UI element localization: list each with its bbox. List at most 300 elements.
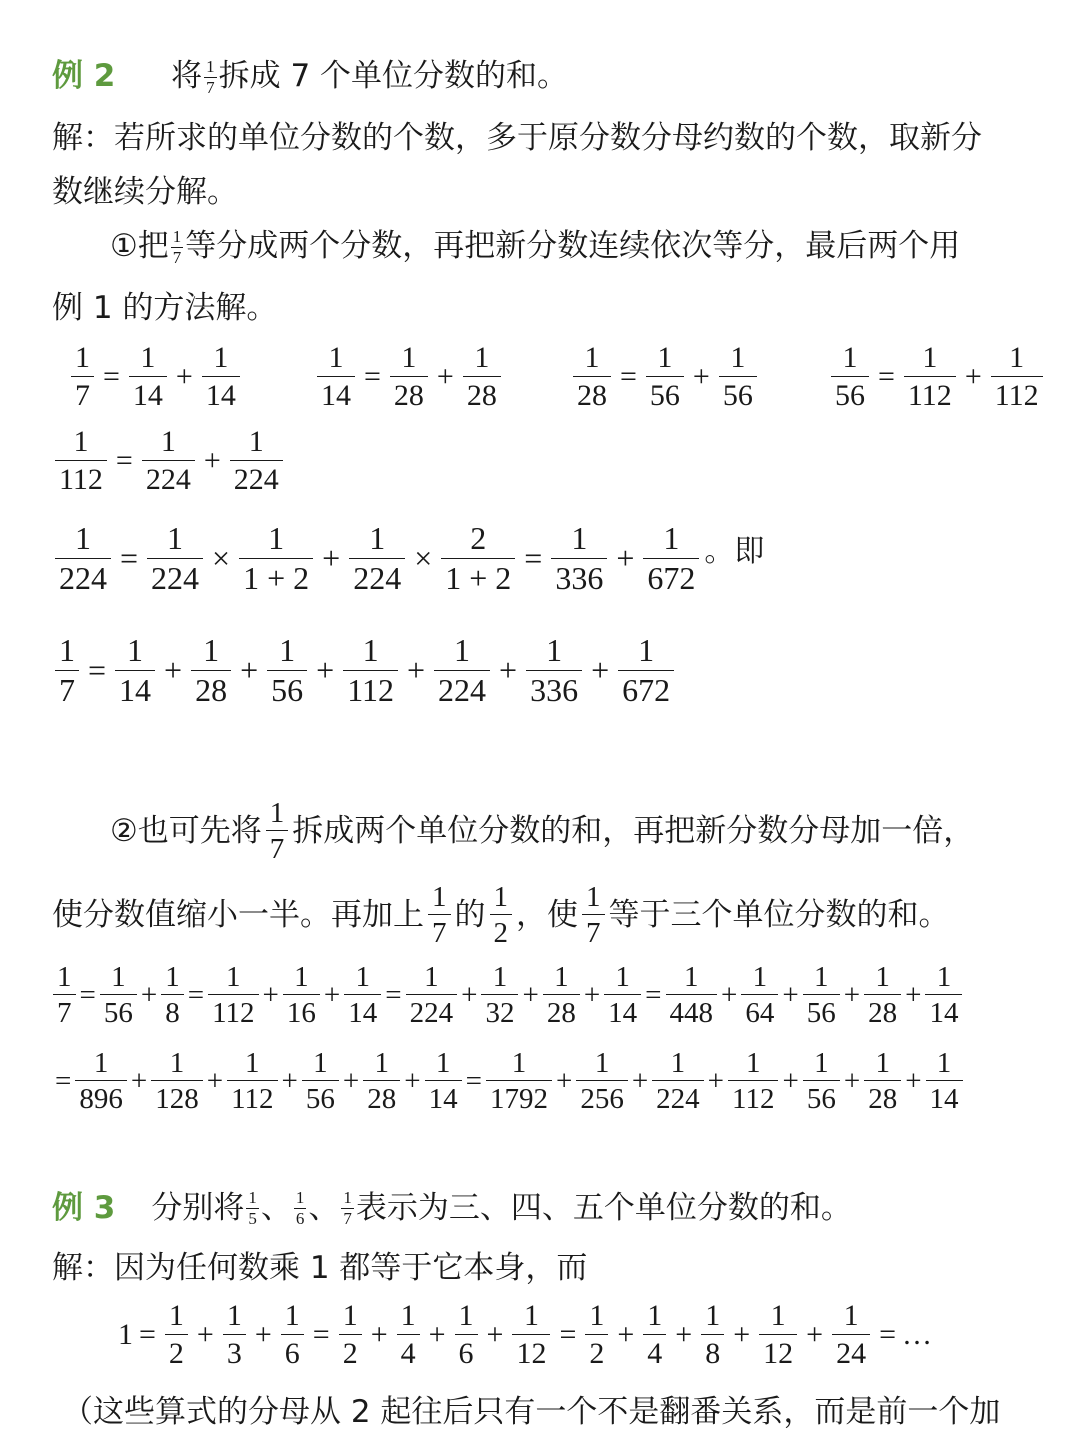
fraction [618, 634, 674, 707]
operator: + [486, 1317, 504, 1351]
equation-5 [52, 426, 286, 495]
operator: = [120, 540, 139, 577]
fraction [926, 1048, 963, 1115]
denominator: 56 [719, 376, 757, 412]
operator: + [196, 1317, 214, 1351]
fraction [925, 962, 962, 1029]
operator: + [281, 1064, 298, 1097]
numerator: 1 [454, 632, 471, 668]
fraction [406, 962, 458, 1029]
denominator: 14 [926, 1080, 963, 1114]
text: 、 [260, 1190, 292, 1226]
fraction: $\frac{1}{2}$ [490, 882, 513, 949]
denominator: 14 [317, 376, 355, 412]
denominator: 28 [463, 376, 501, 412]
numerator: 1 [268, 520, 285, 556]
numerator: 1 [167, 520, 184, 556]
numerator: 1 [511, 1047, 527, 1079]
fraction [75, 1048, 127, 1115]
numerator: 1 [922, 341, 938, 374]
denominator: 896 [75, 1080, 127, 1114]
numerator: 1 [936, 961, 952, 993]
fraction [349, 522, 405, 595]
fraction [481, 962, 518, 1029]
numerator: 1 [638, 632, 655, 668]
denominator: 112 [343, 670, 398, 708]
numerator: 1 [657, 341, 673, 374]
fraction [512, 1300, 550, 1369]
fraction [803, 1048, 840, 1115]
fraction [317, 342, 355, 411]
fraction [573, 342, 611, 411]
fraction [652, 1048, 704, 1115]
denominator: 448 [666, 994, 718, 1028]
denominator: 32 [481, 994, 518, 1028]
denominator: 112 [55, 460, 107, 496]
denominator: 56 [100, 994, 137, 1028]
solution-line-1: 解：若所求的单位分数的个数，多于原分数分母约数的个数，取新分 [52, 120, 982, 156]
numerator: 1 [424, 961, 439, 993]
numerator: 1 [594, 1047, 610, 1079]
operator: = [879, 1317, 896, 1351]
denominator: 28 [191, 670, 231, 708]
numerator: 1 [140, 341, 156, 374]
denominator: 16 [283, 994, 320, 1028]
denominator: 224 [55, 558, 111, 596]
fraction: $\frac{1}{7}$ [343, 1187, 352, 1228]
fraction [239, 522, 313, 595]
fraction [191, 634, 231, 707]
method-1-line [110, 224, 1080, 268]
numerator: 1 [75, 341, 90, 374]
operator: = [139, 1317, 156, 1351]
numerator: 1 [523, 1299, 539, 1332]
denominator: 1792 [486, 1080, 552, 1114]
numerator: 1 [730, 341, 746, 374]
equation-1 [68, 342, 243, 411]
operator: + [130, 1064, 148, 1097]
fraction [741, 962, 778, 1029]
numerator: 1 [435, 1047, 451, 1079]
operator: + [964, 359, 982, 393]
denominator: 14 [202, 376, 240, 412]
denominator: 28 [864, 994, 901, 1028]
equation-3 [570, 342, 760, 411]
example-2-q-pre: 将 [171, 58, 203, 94]
denominator: 224 [652, 1080, 704, 1114]
operator: + [140, 978, 158, 1011]
fraction [719, 342, 757, 411]
numerator: 1 [168, 1299, 184, 1332]
denominator: 14 [115, 670, 155, 708]
fraction [463, 342, 501, 411]
text: 的 [454, 897, 486, 934]
denominator: 336 [526, 670, 582, 708]
eq-row-1d [828, 342, 1080, 411]
numerator: 1 [355, 961, 370, 993]
denominator: 336 [551, 558, 607, 596]
denominator: 6 [281, 1334, 304, 1370]
numerator: 1 [584, 341, 600, 374]
fraction [864, 962, 901, 1029]
denominator: 4 [643, 1334, 666, 1370]
fraction [434, 634, 490, 707]
operator: + [555, 1064, 573, 1097]
numerator: 1 [746, 1047, 761, 1079]
numerator: 1 [842, 341, 858, 374]
fraction [441, 522, 515, 595]
operator: = [88, 652, 107, 689]
denominator: 28 [543, 994, 580, 1028]
method-2-line [110, 798, 1080, 865]
eq-row-2 [52, 426, 1080, 495]
denominator: 56 [267, 670, 307, 708]
operator: = [312, 1317, 330, 1351]
fraction [701, 1300, 724, 1369]
operator: + [721, 978, 738, 1011]
operator: + [262, 978, 279, 1011]
fraction [129, 342, 167, 411]
operator: + [404, 1064, 421, 1097]
denominator: 56 [803, 1080, 840, 1114]
fraction [526, 634, 582, 707]
denominator: 2 [585, 1334, 608, 1370]
numerator: 1 [571, 520, 588, 556]
denominator: 7 [71, 376, 94, 412]
equation-8 [52, 962, 963, 1029]
numerator: 1 [554, 961, 569, 993]
operator: + [707, 1064, 725, 1097]
fraction [223, 1300, 246, 1369]
fraction [864, 1048, 901, 1115]
numerator: 1 [362, 632, 379, 668]
text: ，使 [516, 897, 578, 934]
denominator: 8 [161, 994, 184, 1028]
fraction [904, 342, 956, 411]
text: 分别将 [151, 1190, 245, 1226]
numerator: 1 [245, 1047, 260, 1079]
denominator: 14 [344, 994, 381, 1028]
operator: + [436, 359, 454, 393]
fraction [486, 1048, 552, 1115]
operator: = [559, 1317, 577, 1351]
denominator: 224 [142, 460, 195, 496]
fraction [991, 342, 1043, 411]
fraction [71, 342, 94, 411]
denominator: 112 [227, 1080, 277, 1114]
operator: + [175, 359, 193, 393]
fraction: $\frac{1}{7}$ [266, 798, 289, 865]
denominator: 224 [147, 558, 203, 596]
operator: = [187, 978, 205, 1011]
fraction [397, 1300, 420, 1369]
operator: = [620, 359, 637, 393]
fraction [646, 342, 684, 411]
example-3-line [52, 1186, 1080, 1230]
equation-2 [314, 342, 504, 411]
example-2-label: 例 2 [52, 58, 116, 94]
denominator: 28 [390, 376, 428, 412]
operator: = [103, 359, 120, 393]
operator: = [364, 359, 381, 393]
operator: + [522, 978, 539, 1011]
numerator: 1 [313, 1047, 328, 1079]
fraction [551, 522, 607, 595]
numerator: 1 [59, 632, 75, 668]
numerator: 1 [684, 961, 699, 993]
fraction [283, 962, 320, 1029]
denominator: 128 [151, 1080, 203, 1114]
text: 、 [308, 1190, 340, 1226]
denominator: 1 + 2 [441, 558, 515, 596]
operator: = [524, 540, 543, 577]
solution-3-line-1: 解：因为任何数乘 1 都等于它本身，而 [52, 1250, 588, 1286]
operator: + [461, 978, 478, 1011]
denominator: 14 [604, 994, 641, 1028]
numerator: 1 [75, 520, 91, 556]
fraction [576, 1048, 628, 1115]
denominator: 224 [406, 994, 458, 1028]
denominator: 28 [363, 1080, 400, 1114]
fraction [604, 962, 641, 1029]
operator: = [385, 978, 402, 1011]
denominator: 28 [573, 376, 611, 412]
operator: = [55, 1064, 72, 1097]
fraction [831, 342, 869, 411]
math-text: … [901, 1317, 932, 1351]
fraction [302, 1048, 339, 1115]
numerator: 1 [814, 961, 829, 993]
numerator: 1 [93, 1047, 109, 1079]
numerator: 1 [752, 961, 768, 993]
numerator: 1 [615, 961, 630, 993]
numerator: 1 [226, 1299, 242, 1332]
fraction [363, 1048, 400, 1115]
operator: = [465, 1064, 482, 1097]
numerator: 1 [401, 341, 417, 374]
numerator: 1 [663, 520, 680, 556]
numerator: 1 [111, 961, 126, 993]
method-1-line-2: 例 1 的方法解。 [52, 290, 278, 326]
operator: + [499, 652, 518, 689]
denominator: 3 [223, 1334, 246, 1370]
operator: + [782, 978, 799, 1011]
eq-row-3 [52, 522, 1080, 595]
numerator: 1 [647, 1299, 663, 1332]
example-3-label: 例 3 [52, 1190, 116, 1226]
denominator: 672 [618, 670, 674, 708]
math-text: 1 [118, 1317, 133, 1351]
fraction [267, 634, 307, 707]
fraction [390, 342, 428, 411]
operator: + [905, 1064, 922, 1097]
numerator: 1 [670, 1047, 686, 1079]
operator: + [905, 978, 922, 1011]
operator: + [322, 540, 341, 577]
numerator: 1 [705, 1299, 721, 1332]
numerator: 1 [127, 632, 144, 668]
operator: + [342, 1064, 360, 1097]
eq-row-7 [118, 1300, 1080, 1369]
fraction [165, 1300, 188, 1369]
operator: + [733, 1317, 751, 1351]
numerator: 1 [294, 961, 309, 993]
fraction: $\frac{1}{7}$ [172, 227, 182, 267]
numerator: 1 [57, 961, 72, 993]
denominator: 256 [576, 1080, 628, 1114]
text: 表示为三、四、五个单位分数的和。 [355, 1190, 852, 1226]
method-1-post: 等分成两个分数，再把新分数连续依次等分，最后两个用 [185, 228, 961, 264]
fraction [643, 522, 699, 595]
fraction [666, 962, 718, 1029]
operator: = [878, 359, 895, 393]
fraction [281, 1300, 304, 1369]
fraction [208, 962, 258, 1029]
fraction [100, 962, 137, 1029]
fraction [759, 1300, 797, 1369]
equation-4 [828, 342, 1046, 411]
operator: + [316, 652, 335, 689]
operator: + [692, 359, 710, 393]
denominator: 224 [349, 558, 405, 596]
denominator: 12 [759, 1334, 797, 1370]
numerator: 1 [279, 632, 296, 668]
numerator: 1 [73, 425, 89, 458]
numerator: 1 [369, 520, 386, 556]
method-1-pre: ①把 [110, 228, 169, 264]
method-2-post: 拆成两个单位分数的和，再把新分数分母加一倍， [292, 813, 975, 850]
fraction [455, 1300, 478, 1369]
fraction: $\frac{1}{7}$ [582, 882, 605, 949]
denominator: 7 [55, 670, 79, 708]
operator: + [616, 540, 635, 577]
equation-6 [52, 522, 764, 595]
fraction [227, 1048, 277, 1115]
numerator: 1 [1009, 341, 1025, 374]
note-line: （这些算式的分母从 2 起往后只有一个不是翻番关系，而是前一个加 [62, 1394, 1001, 1430]
operator: + [370, 1317, 388, 1351]
denominator: 1 + 2 [239, 558, 313, 596]
numerator: 1 [843, 1299, 859, 1332]
fraction [344, 962, 381, 1029]
denominator: 56 [803, 994, 840, 1028]
numerator: 1 [814, 1047, 829, 1079]
fraction: $\frac{1}{6}$ [295, 1187, 305, 1228]
text: 使分数值缩小一半。再加上 [52, 897, 424, 934]
example-2-q-post: 拆成 7 个单位分数的和。 [218, 58, 569, 94]
fraction [151, 1048, 203, 1115]
operator: + [323, 978, 341, 1011]
fraction [55, 634, 79, 707]
denominator: 14 [129, 376, 167, 412]
text: 等于三个单位分数的和。 [608, 897, 950, 934]
numerator: 1 [875, 961, 890, 993]
equation-9 [52, 1048, 964, 1115]
solution-line-2: 数继续分解。 [52, 174, 238, 210]
fraction [343, 634, 398, 707]
denominator: 4 [397, 1334, 420, 1370]
math-text: 。即 [704, 534, 765, 569]
method-2-pre: ②也可先将 [110, 813, 262, 850]
numerator: 1 [492, 961, 508, 993]
numerator: 1 [875, 1047, 890, 1079]
denominator: 12 [512, 1334, 550, 1370]
numerator: 1 [226, 961, 241, 993]
numerator: 1 [589, 1299, 605, 1332]
denominator: 64 [741, 994, 778, 1028]
numerator: 1 [458, 1299, 474, 1332]
fraction [142, 426, 195, 495]
numerator: 1 [374, 1047, 389, 1079]
numerator: 1 [770, 1299, 786, 1332]
fraction: $\frac{1}{7}$ [206, 57, 215, 97]
fraction: $\frac{1}{7}$ [428, 882, 451, 949]
denominator: 56 [831, 376, 869, 412]
operator: + [843, 1064, 861, 1097]
fraction [585, 1300, 608, 1369]
denominator: 112 [728, 1080, 778, 1114]
eq-row-4 [52, 634, 1080, 707]
operator: + [843, 978, 861, 1011]
numerator: 1 [936, 1047, 952, 1079]
operator: × [414, 540, 433, 577]
denominator: 6 [455, 1334, 478, 1370]
eq-row-6 [52, 1048, 1080, 1115]
operator: + [806, 1317, 824, 1351]
operator: + [164, 652, 183, 689]
operator: = [79, 978, 96, 1011]
denominator: 224 [230, 460, 283, 496]
numerator: 1 [169, 1047, 185, 1079]
numerator: 1 [474, 341, 490, 374]
denominator: 2 [339, 1334, 362, 1370]
operator: + [428, 1317, 446, 1351]
operator: + [407, 652, 426, 689]
denominator: 28 [864, 1080, 901, 1114]
fraction [543, 962, 580, 1029]
example-2-line [52, 54, 1080, 98]
fraction [161, 962, 184, 1029]
numerator: 1 [165, 961, 180, 993]
operator: + [203, 443, 221, 477]
fraction [230, 426, 283, 495]
numerator: 1 [400, 1299, 416, 1332]
operator: + [675, 1317, 693, 1351]
fraction [339, 1300, 362, 1369]
numerator: 1 [203, 632, 220, 668]
fraction [53, 962, 76, 1029]
operator: + [206, 1064, 224, 1097]
denominator: 7 [53, 994, 76, 1028]
fraction [147, 522, 203, 595]
eq-row-5 [52, 962, 1080, 1029]
denominator: 224 [434, 670, 490, 708]
operator: + [617, 1317, 635, 1351]
numerator: 1 [248, 425, 264, 458]
denominator: 14 [925, 994, 962, 1028]
numerator: 1 [213, 341, 229, 374]
numerator: 1 [546, 632, 563, 668]
numerator: 2 [470, 520, 487, 556]
fraction [832, 1300, 870, 1369]
denominator: 56 [646, 376, 684, 412]
equation-10 [118, 1300, 932, 1369]
equation-7 [52, 634, 677, 707]
operator: + [254, 1317, 272, 1351]
fraction: $\frac{1}{5}$ [248, 1187, 257, 1228]
denominator: 56 [302, 1080, 339, 1114]
operator: + [631, 1064, 649, 1097]
